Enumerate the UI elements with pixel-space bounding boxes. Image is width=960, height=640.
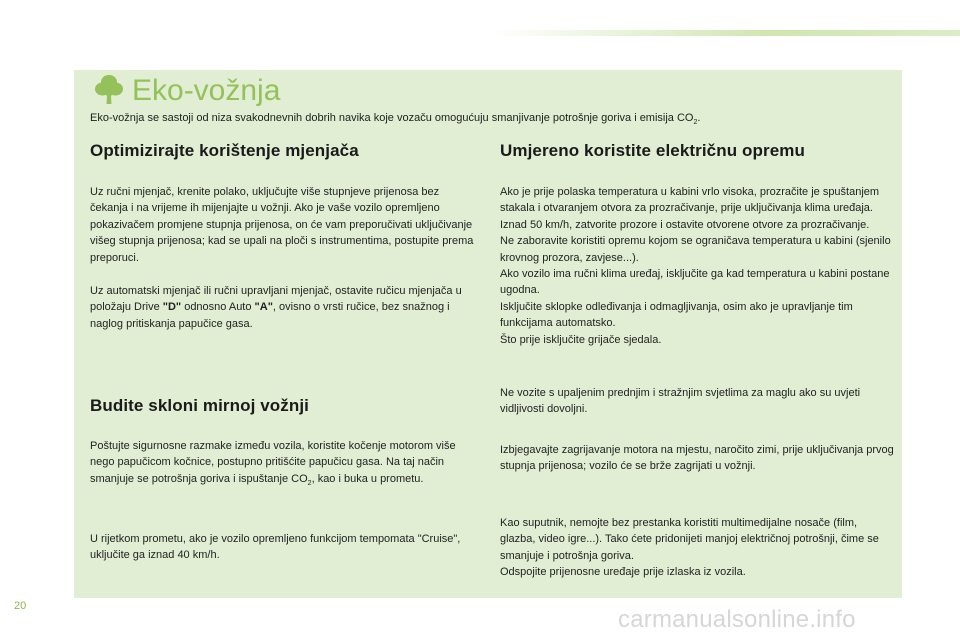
electrical-paragraph-1 — [500, 184, 895, 348]
electrical-paragraph-2: Ne vozite s upaljenim prednjim i stražnjim svjetlima za maglu ako su uvjeti vidljivosti dovoljni. — [500, 387, 861, 416]
electrical-line: Odspojite prijenosne uređaje prije izlaska iz vozila. — [500, 566, 746, 579]
heading-electrical-equipment: Umjereno koristite električnu opremu — [500, 141, 805, 160]
electrical-line: Ako je prije polaska temperatura u kabini vrlo visoka, prozračite je spuštanjem stakala i otvaranjem otvora za prozračivanje, prije uključivanja klima uređaja. — [500, 186, 880, 215]
calm-driving-paragraph-1: Poštujte sigurnosne razmake između vozila, koristite kočenje motorom više nego papučicom kočnice, postupno pritišćite papučicu gasa. Na taj način smanjuje se potrošnja goriva i ispuštanje $CO_2$, kao i buka u prometu. — [90, 440, 456, 487]
heading-calm-driving: Budite skloni mirnoj vožnji — [90, 396, 309, 415]
electrical-line: Isključite sklopke odleđivanja i odmagljivanja, osim ako je upravljanje tim funkcijama automatsko. — [500, 300, 853, 330]
intro-text: Eko-vožnja se sastoji od niza svakodnevnih dobrih navika koje vozaču omogućuju smanjivanje potrošnje goriva i emisija $CO_2$. — [90, 112, 701, 127]
electrical-paragraph-3: Izbjegavajte zagrijavanje motora na mjestu, naročito zimi, prije uključivanja prvog stupnja prijenosa; vozilo će se brže zagrijati u vožnji. — [500, 444, 894, 473]
tree-icon — [94, 74, 124, 106]
page-title: Eko-vožnja — [132, 74, 281, 107]
electrical-line: Ako vozilo ima ručni klima uređaj, isključite ga kad temperatura u kabini postane ugodna. — [500, 268, 890, 297]
gearbox-paragraph-2: Uz automatski mjenjač ili ručni upravljani mjenjač, ostavite ručicu mjenjača u položaju Drive "D" odnosno Auto "A", ovisno o vrsti ručice, bez snažnog i naglog pritiskanja papučice gasa. — [90, 285, 462, 330]
page-number: 20 — [14, 600, 27, 612]
watermark: carmanualsonline.info — [618, 606, 856, 633]
electrical-paragraph-4 — [500, 515, 885, 581]
electrical-line: Iznad 50 km/h, zatvorite prozore i ostavite otvorene otvore za prozračivanje. — [500, 218, 870, 231]
electrical-line: Što prije isključite grijače sjedala. — [500, 333, 662, 346]
header-decoration-bar — [490, 30, 960, 36]
heading-gearbox: Optimizirajte korištenje mjenjača — [90, 141, 359, 160]
calm-driving-paragraph-2: U rijetkom prometu, ako je vozilo opremljeno funkcijom tempomata "Cruise", uključite ga iznad 40 km/h. — [90, 533, 461, 562]
electrical-line: Ne zaboravite koristiti opremu kojom se ograničava temperatura u kabini (sjenilo krovnog prozora, zavjese...). — [500, 235, 891, 264]
gearbox-paragraph-1: Uz ručni mjenjač, krenite polako, uključujte više stupnjeve prijenosa bez čekanja i na vrijeme ih mijenjajte u vožnji. Ako je vaše vozilo opremljeno pokazivačem promjene stupnja prijenosa, on će vam preporučivati uključivanje višeg stupnja prijenosa; kad se upali na ploči s instrumentima, postupite prema preporuci. — [90, 186, 474, 264]
electrical-line: Kao suputnik, nemojte bez prestanka koristiti multimedijalne nosače (film, glazba, video igre...). Tako ćete pridonijeti manjoj električnoj potrošnji, čime se smanjuje i potrošnja goriva. — [500, 517, 879, 562]
